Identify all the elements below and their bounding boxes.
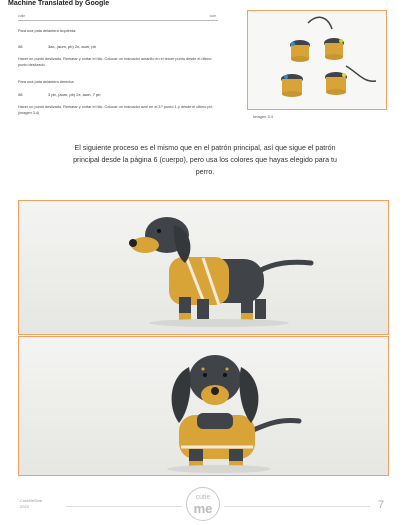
pattern-row-2 [18, 92, 218, 98]
footer-divider-left [66, 506, 182, 507]
row-number: 08 [18, 44, 23, 49]
dog-front-illustration [19, 337, 388, 475]
photo-dog-front-view [18, 336, 389, 476]
translation-banner: Machine Translated by Google [8, 0, 110, 7]
photo-caption: Imagen 3.4 [253, 114, 274, 119]
instruction-paragraph-2: Hacer un punto deslizado. Rematar y cortar el hilo. Colocar un marcador azul en el 3.º punto 1 p desde el último pd. (imagen 3.4) [18, 105, 213, 115]
footer-brand [20, 498, 42, 510]
footer-brand-name: CuteMeSine [20, 498, 43, 503]
cutie-me-logo [186, 487, 220, 521]
header-right: cute [209, 14, 216, 18]
section-title-left-leg: Para una pata delantera izquierda: [18, 29, 77, 33]
instruction-paragraph-1: Hacer un punto deslizado. Rematar y cortar el hilo. Colocar un marcador amarillo en el tercer punto desde el último punto deslizado. [18, 57, 212, 67]
dog-side-illustration [19, 201, 388, 334]
photo-dog-side-view [18, 200, 389, 335]
logo-text-bottom: me [193, 501, 213, 516]
row-number: 08 [18, 92, 23, 97]
footer-year: 2023 [20, 504, 29, 509]
pattern-row-1 [18, 44, 218, 50]
logo-text-top: cutie [195, 494, 211, 501]
page-number: 7 [378, 499, 385, 511]
row-instructions: 3 pb, (aum, pb) 2x, aum, 7 pb [48, 92, 101, 97]
footer-divider-right [224, 506, 370, 507]
photo-leg-pieces [247, 10, 387, 110]
section-title-right-leg: Para una pata delantera derecha: [18, 80, 75, 84]
main-paragraph: El siguiente proceso es el mismo que en el patrón principal, así que sigue el patrón principal desde la página 6 (cuerpo), pero usa los colores que hayas elegido para tu perro. [73, 144, 337, 176]
header-left: cutie [18, 14, 26, 18]
page-header [18, 14, 218, 21]
leg-pieces-illustration [248, 11, 386, 109]
row-instructions: 3ac, (aum, pb) 2x, aum, pb [48, 44, 96, 49]
